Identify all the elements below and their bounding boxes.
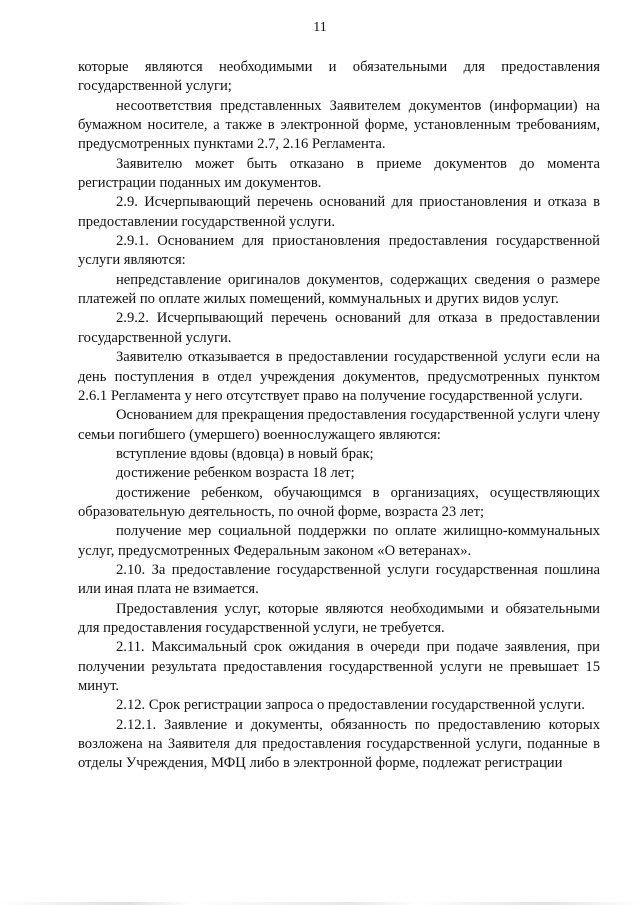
paragraph-5: 2.9.1. Основанием для приостановления предоставления государственной услуги являются:: [78, 233, 600, 269]
paragraph-8: Заявителю отказывается в предоставлении государственной услуги если на день поступления в отдел учреждения документов, предусмотренных пунктом 2.6.1 Регламента у него отсутствует право на получение государственной услуги.: [78, 349, 600, 404]
paragraph-12: достижение ребенком, обучающимся в организациях, осуществляющих образовательную деятельность, по очной форме, возраста 23 лет;: [78, 484, 600, 520]
paragraph-7: 2.9.2. Исчерпывающий перечень оснований для отказа в предоставлении государственной услуги.: [78, 310, 600, 346]
paragraph-13: получение мер социальной поддержки по оплате жилищно-коммунальных услуг, предусмотренных Федеральным законом «О ветеранах».: [78, 523, 600, 559]
paragraph-9: Основанием для прекращения предоставления государственной услуги члену семьи погибшего (умершего) военнослужащего являются:: [78, 407, 600, 443]
paragraph-6: непредставление оригиналов документов, содержащих сведения о размере платежей по оплате жилых помещений, коммунальных и других видов услуг.: [78, 271, 600, 308]
paragraph-18: 2.12.1. Заявление и документы, обязанность по предоставлению которых возложена на Заявителя для предоставления государственной услуги, поданные в отделы Учреждения, МФЦ либо в электронной форме, подлежат регистрации: [78, 716, 600, 772]
paragraph-1: которые являются необходимыми и обязательными для предоставления государственной услуги;: [78, 59, 600, 95]
paragraph-15: Предоставления услуг, которые являются необходимыми и обязательными для предоставления государственной услуги, не требуется.: [78, 600, 600, 636]
paragraph-17: 2.12. Срок регистрации запроса о предоставлении государственной услуги.: [116, 697, 585, 714]
paragraph-11: достижение ребенком возраста 18 лет;: [116, 465, 355, 482]
paragraph-10: вступление вдовы (вдовца) в новый брак;: [116, 445, 374, 462]
page-number: 11: [313, 20, 327, 35]
paragraph-3: Заявителю может быть отказано в приеме документов до момента регистрации поданных им документов.: [78, 155, 600, 192]
paragraph-2: несоответствия представленных Заявителем документов (информации) на бумажном носителе, а также в электронной форме, установленным требованиям, предусмотренных пунктами 2.7, 2.16 Регламента.: [78, 97, 600, 153]
paragraph-4: 2.9. Исчерпывающий перечень оснований для приостановления и отказа в предоставлении государственной услуги.: [78, 194, 600, 230]
paragraph-14: 2.10. За предоставление государственной услуги государственная пошлина или иная плата не взимается.: [78, 561, 600, 598]
document-body: [78, 58, 600, 774]
paragraph-16: 2.11. Максимальный срок ожидания в очереди при подаче заявления, при получении результата предоставления государственной услуги не превышает 15 минут.: [78, 639, 600, 694]
